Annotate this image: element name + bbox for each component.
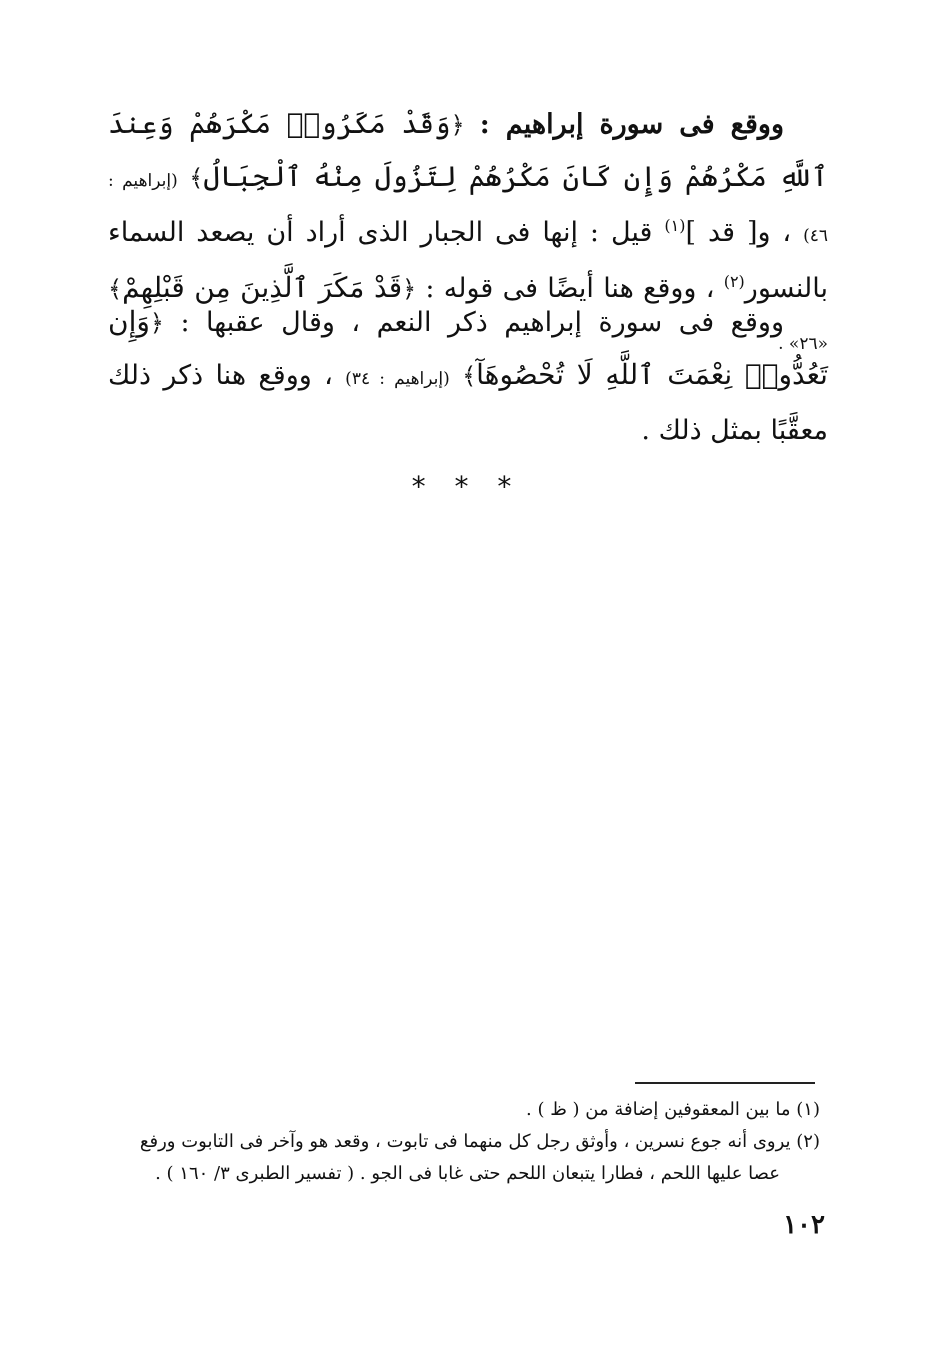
quran-verse-2: قَدْ مَكَرَ ٱلَّذِينَ مِن قَبْلِهِمْ: [122, 271, 403, 304]
footnote-1: (١) ما بين المعقوفين إضافة من ( ظ ) .: [526, 1099, 820, 1120]
footnotes: [104, 1094, 820, 1190]
verse-citation-2: «٢٦» .: [778, 334, 828, 354]
paragraph-1-lead: ووقع فى سورة إبراهيم :: [479, 109, 784, 140]
paragraph-2: [108, 296, 828, 457]
footnote-ref-1[interactable]: (١): [664, 216, 686, 235]
verse-open-bracket: ﴿: [149, 309, 164, 337]
verse-open-bracket: ﴿: [402, 275, 417, 303]
footnote-2-continued: عصا عليها اللحم ، فطارا يتبعان اللحم حتى غابا فى الجو . ( تفسير الطبرى ٣/ ١٦٠ ) .: [155, 1163, 780, 1184]
verse-citation-1: (إبراهيم : ٤٦): [108, 171, 828, 246]
page-number: ١٠٢: [783, 1210, 825, 1240]
footnote-ref-2[interactable]: (٢): [723, 272, 745, 291]
footnote-2: (٢) يروى أنه جوع نسرين ، وأوثق رجل كل منهما فى تابوت ، وقعد هو وآخر فى التابوت ورفع: [139, 1131, 820, 1152]
quran-verse-3: وَإِن تَعُدُّوا۟ نِعْمَتَ ٱللَّهِ لَا تُحْصُوهَآ: [108, 305, 828, 391]
verse-close-bracket: ﴾: [108, 275, 123, 303]
verse-citation-3: (إبراهيم : ٣٤): [345, 369, 450, 389]
verse-open-bracket: ﴿: [450, 111, 465, 139]
verse-close-bracket: ﴾: [189, 164, 204, 192]
quran-verse-1: وَقَدْ مَكَرُوا۟ مَكْرَهُمْ وَعِندَ ٱللَّهِ مَكْرُهُمْ وَإِن كَانَ مَكْرُهُمْ لِتَزُولَ مِنْهُ ٱلْجِبَالُ: [108, 107, 828, 193]
paragraph-1-text-2: قيل : إنها فى الجبار الذى أراد أن يصعد السماء بالنسور: [108, 217, 828, 304]
paragraph-1-text-1: ، و[ قد ]: [685, 217, 792, 248]
paragraph-2-text-2: ، ووقع هنا ذكر ذلك معقَّبًا بمثل ذلك .: [108, 360, 828, 446]
verse-close-bracket: ﴾: [462, 362, 477, 390]
section-separator: * * *: [411, 470, 522, 503]
paragraph-1-text-3: ، ووقع هنا أيضًا فى قوله :: [425, 273, 715, 304]
paragraph-2-text-1: ووقع فى سورة إبراهيم ذكر النعم ، وقال عقبها :: [180, 307, 784, 338]
footnote-divider: [635, 1082, 815, 1084]
